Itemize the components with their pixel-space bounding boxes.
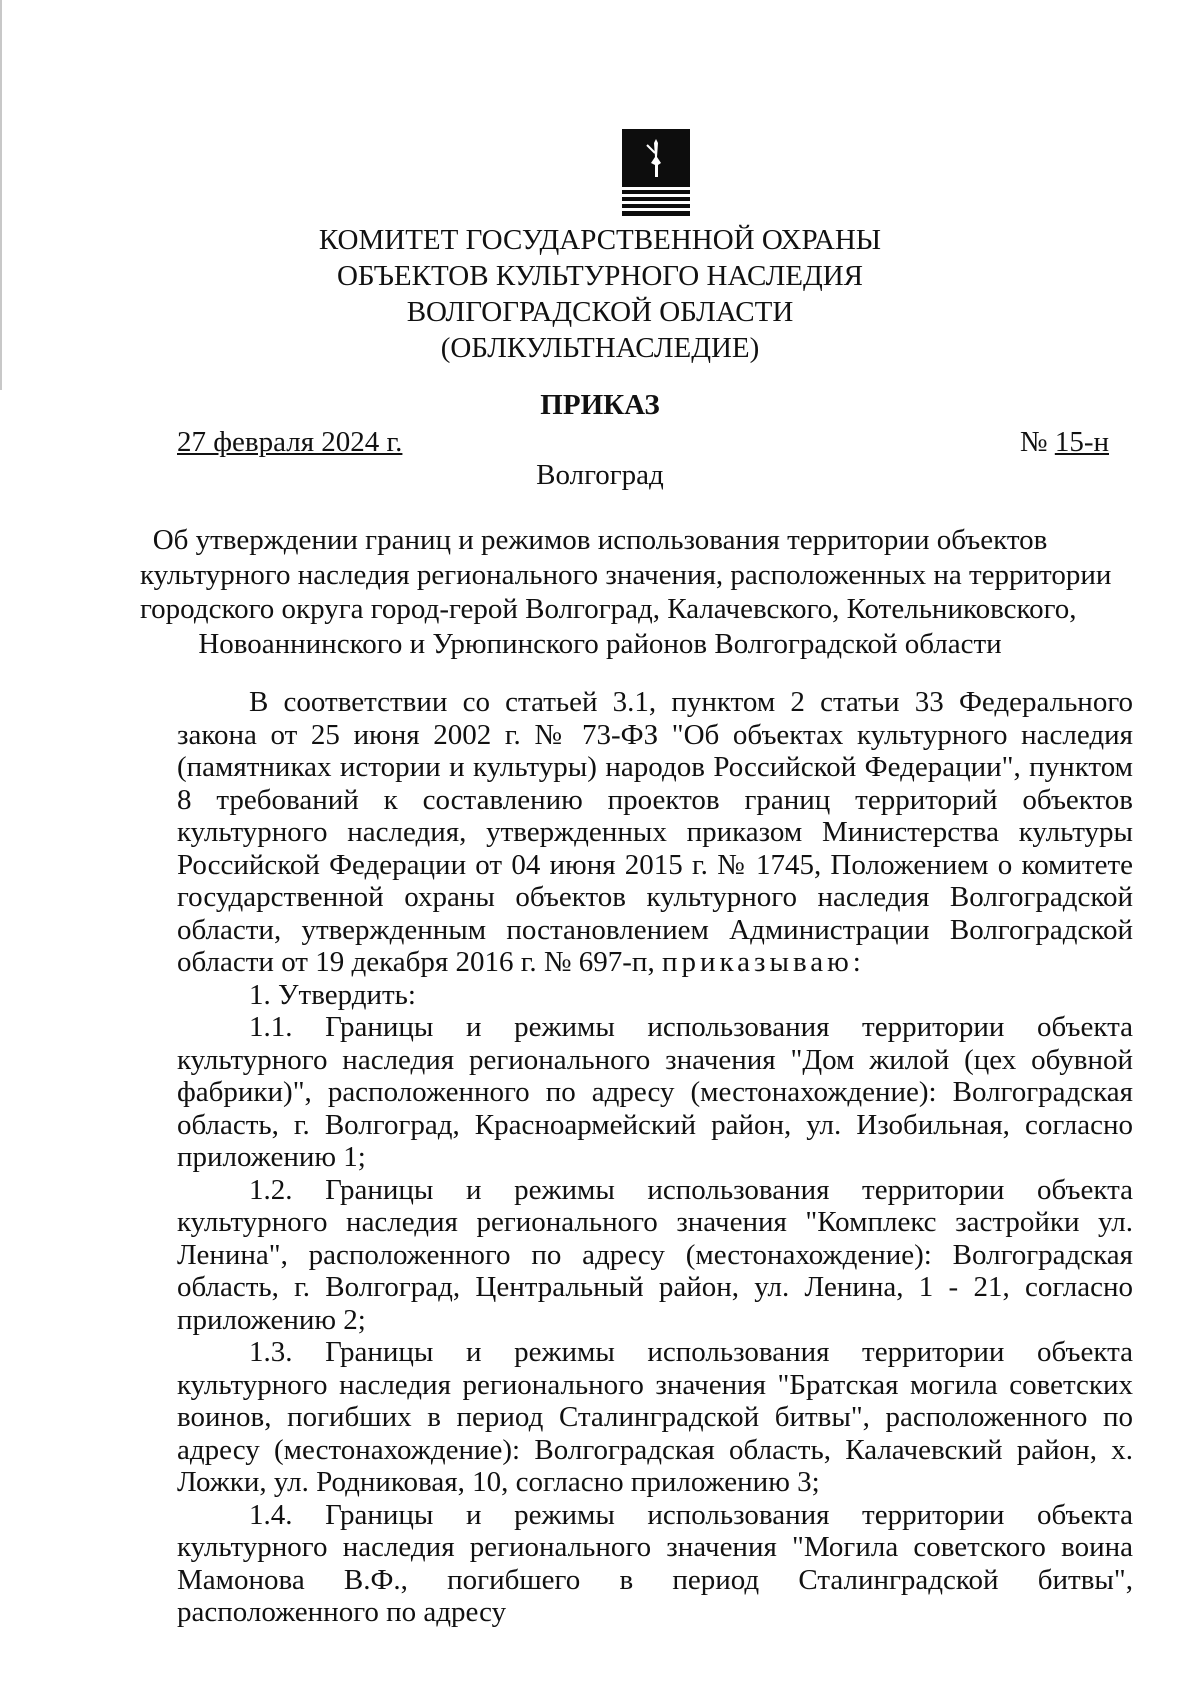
order-number [1020,425,1109,459]
order-body [177,686,1133,1629]
org-line: ВОЛГОГРАДСКОЙ ОБЛАСТИ [406,296,794,328]
subject-line: Об утверждении границ и режимов использования территории объектов [152,524,1048,556]
org-line: КОМИТЕТ ГОСУДАРСТВЕННОЙ ОХРАНЫ [318,224,882,256]
order-subject [140,523,1112,661]
preamble-paragraph [177,686,1133,979]
item-1-4: 1.4. Границы и режимы использования территории объекта культурного наследия регионального значения "Могила советского воина Мамонова В.Ф., погибшего в период Сталинградской битвы", расположенного по адресу [177,1498,1133,1628]
volgograd-coat-of-arms-icon [620,127,692,222]
preamble-text: В соответствии со статьей 3.1, пунктом 2 статьи 33 Федерального закона от 25 июня 2002 г. № 73-ФЗ "Об объектах культурного наследия (памятниках истории и культуры) народов Российской Федерации", пунктом 8 требований к составлению проектов границ территорий объектов культурного наследия, утвержденных приказом Министерства культуры Российской Федерации от 04 июня 2015 г. № 1745, Положением о комитете государственной охраны объектов культурного наследия Волгоградской области, утвержденным постановлением Администрации Волгоградской области от 19 декабря 2016 г. № 697-п, [177,686,1133,978]
item-1: 1. Утвердить: [249,978,416,1011]
item-1-3: 1.3. Границы и режимы использования территории объекта культурного наследия регионального значения "Братская могила советских воинов, погибших в период Сталинградской битвы", расположенного по адресу (местонахождение): Волгоградская область, Калачевский район, х. Ложки, ул. Родниковая, 10, согласно приложению 3; [177,1336,1133,1498]
subject-line: культурного наследия регионального значения, расположенных на территории [140,558,1112,591]
order-date: 27 февраля 2024 г. [177,426,403,458]
order-number-value: 15-н [1054,426,1109,458]
order-word: приказываю: [661,946,865,978]
organization-name [0,222,1200,366]
subject-line: Новоаннинского и Урюпинского районов Волгоградской области [198,627,1002,660]
item-1-2: 1.2. Границы и режимы использования территории объекта культурного наследия регионального значения "Комплекс застройки ул. Ленина", расположенного по адресу (местонахождение): Волгоградская область, г. Волгоград, Центральный район, ул. Ленина, 1 - 21, согласно приложению 2; [177,1173,1133,1336]
org-line: (ОБЛКУЛЬТНАСЛЕДИЕ) [440,332,760,364]
item-1-1: 1.1. Границы и режимы использования территории объекта культурного наследия регионального значения "Дом жилой (цех обувной фабрики)", расположенного по адресу (местонахождение): Волгоградская область, г. Волгоград, Красноармейский район, ул. Изобильная, согласно приложению 1; [177,1011,1133,1173]
order-number-prefix: № [1019,426,1055,458]
subject-line: городского округа город-герой Волгоград, Калачевского, Котельниковского, [140,593,1077,625]
document-type-title: ПРИКАЗ [540,389,660,421]
org-line: ОБЪЕКТОВ КУЛЬТУРНОГО НАСЛЕДИЯ [336,260,864,292]
order-city: Волгоград [536,459,664,491]
